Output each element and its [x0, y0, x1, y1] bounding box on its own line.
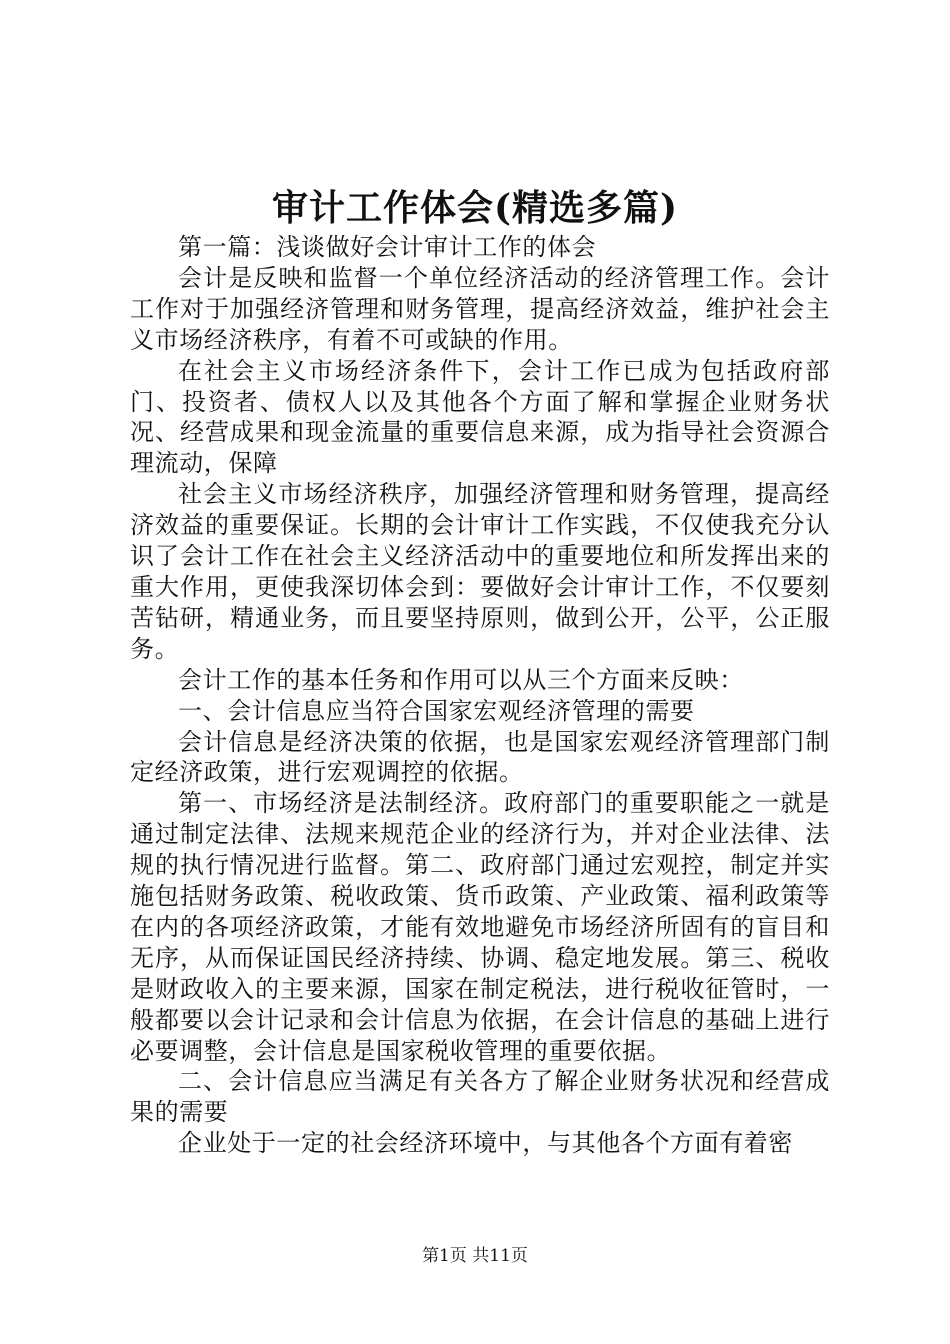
paragraph: 在社会主义市场经济条件下，会计工作已成为包括政府部门、投资者、债权人以及其他各个方面了解和掌握企业财务状况、经营成果和现金流量的重要信息来源，成为指导社会资源合理流动，保障: [130, 356, 830, 478]
section-heading-2: 二、会计信息应当满足有关各方了解企业财务状况和经营成果的需要: [130, 1067, 830, 1127]
document-body: [130, 232, 830, 1159]
paragraph: 会计是反映和监督一个单位经济活动的经济管理工作。会计工作对于加强经济管理和财务管理，提高经济效益，维护社会主义市场经济秩序，有着不可或缺的作用。: [130, 263, 830, 354]
section-heading-1: 一、会计信息应当符合国家宏观经济管理的需要: [178, 696, 695, 725]
paragraph-heading-part-1: 第一篇：浅谈做好会计审计工作的体会: [178, 233, 597, 261]
paragraph: 社会主义市场经济秩序，加强经济管理和财务管理，提高经济效益的重要保证。长期的会计审计工作实践，不仅使我充分认识了会计工作在社会主义经济活动中的重要地位和所发挥出来的重大作用，更使我深切体会到：要做好会计审计工作，不仅要刻苦钻研，精通业务，而且要坚持原则，做到公开，公平，公正服务。: [130, 480, 830, 663]
paragraph: 企业处于一定的社会经济环境中，与其他各个方面有着密: [178, 1129, 793, 1158]
document-title: 审计工作体会(精选多篇): [271, 187, 679, 229]
paragraph: 会计工作的基本任务和作用可以从三个方面来反映：: [178, 665, 744, 694]
paragraph: 第一、市场经济是法制经济。政府部门的重要职能之一就是通过制定法律、法规来规范企业的经济行为，并对企业法律、法规的执行情况进行监督。第二、政府部门通过宏观控，制定并实施包括财务政策、税收政策、货币政策、产业政策、福利政策等在内的各项经济政策，才能有效地避免市场经济所固有的盲目和无序，从而保证国民经济持续、协调、稳定地发展。第三、税收是财政收入的主要来源，国家在制定税法，进行税收征管时，一般都要以会计记录和会计信息为依据，在会计信息的基础上进行必要调整，会计信息是国家税收管理的重要依据。: [130, 789, 830, 1065]
page-number-footer: 第1页 共11页: [422, 1246, 528, 1266]
paragraph: 会计信息是经济决策的依据，也是国家宏观经济管理部门制定经济政策，进行宏观调控的依据。: [130, 727, 830, 787]
